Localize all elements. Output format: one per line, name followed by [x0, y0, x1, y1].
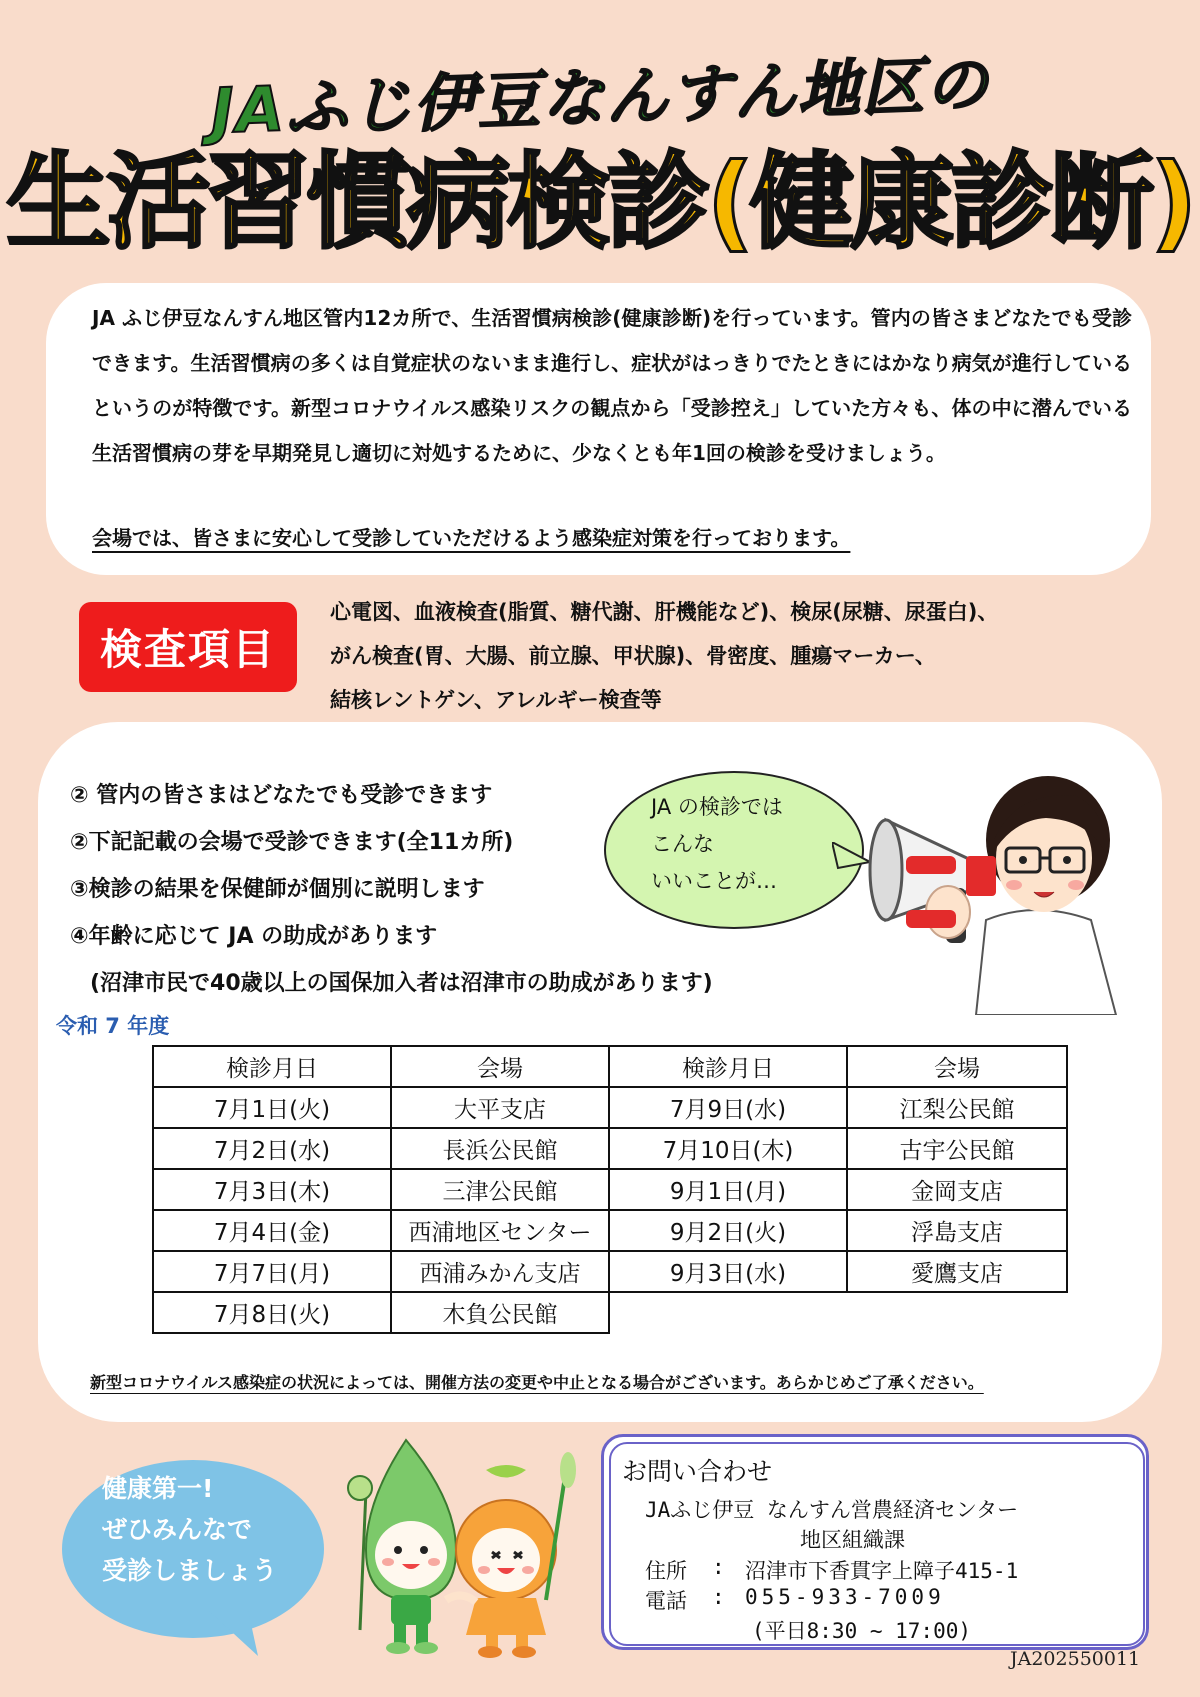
contact-phone: 055-933-7009	[745, 1585, 945, 1609]
venue-cell: 江梨公民館	[847, 1087, 1067, 1128]
contact-dept: 地区組織課	[800, 1528, 905, 1552]
date-cell: 7月8日(火)	[153, 1292, 391, 1333]
date-cell: 9月3日(水)	[609, 1251, 847, 1292]
benefit-point: ② 管内の皆さまはどなたでも受診できます	[70, 783, 493, 808]
venue-cell: 金岡支店	[847, 1169, 1067, 1210]
empty-cell	[847, 1292, 1067, 1333]
benefit-point-subnote: (沼津市民で40歳以上の国保加入者は沼津市の助成があります)	[90, 971, 713, 996]
table-row	[153, 1251, 1067, 1292]
date-cell: 7月3日(木)	[153, 1169, 391, 1210]
venue-cell: 愛鷹支店	[847, 1251, 1067, 1292]
speech-bubble-text	[651, 789, 783, 900]
venue-cell: 西浦地区センター	[391, 1210, 609, 1251]
date-cell: 7月7日(月)	[153, 1251, 391, 1292]
empty-cell	[609, 1292, 847, 1333]
covid-notice: 新型コロナウイルス感染症の状況によっては、開催方法の変更や中止となる場合がございます。あらかじめご了承ください。	[90, 1373, 984, 1392]
benefit-point: ③検診の結果を保健師が個別に説明します	[70, 877, 485, 902]
contact-title: お問い合わせ	[622, 1457, 773, 1486]
venue-cell: 浮島支店	[847, 1210, 1067, 1251]
venue-cell: 西浦みかん支店	[391, 1251, 609, 1292]
mascot-characters-icon	[346, 1430, 596, 1660]
table-header-row	[153, 1046, 1067, 1087]
date-cell: 7月4日(金)	[153, 1210, 391, 1251]
column-header: 検診月日	[153, 1046, 391, 1087]
table-row	[153, 1169, 1067, 1210]
date-cell: 9月2日(火)	[609, 1210, 847, 1251]
table-row	[153, 1128, 1067, 1169]
page-subtitle: JAふじ伊豆なんすん地区の	[209, 47, 991, 148]
venue-cell: 大平支店	[391, 1087, 609, 1128]
intro-note: 会場では、皆さまに安心して受診していただけるよう感染症対策を行っております。	[92, 526, 851, 550]
column-header: 会場	[391, 1046, 609, 1087]
table-row	[153, 1292, 1067, 1333]
schedule-table	[152, 1045, 1068, 1334]
date-cell: 9月1日(月)	[609, 1169, 847, 1210]
separator: :	[712, 1585, 725, 1609]
encouragement-text	[102, 1468, 277, 1591]
column-header: 会場	[847, 1046, 1067, 1087]
benefit-point: ②下記記載の会場で受診できます(全11カ所)	[70, 830, 514, 855]
address-label: 住所	[645, 1559, 687, 1583]
bubble-line: いいことが…	[651, 869, 777, 893]
table-row	[153, 1087, 1067, 1128]
table-row	[153, 1210, 1067, 1251]
cloud-line: 受診しましょう	[102, 1556, 278, 1585]
cloud-tail	[208, 1610, 268, 1660]
date-cell: 7月1日(火)	[153, 1087, 391, 1128]
intro-paragraph: JA ふじ伊豆なんすん地区管内12カ所で、生活習慣病検診(健康診断)を行っています。管内の皆さまどなたでも受診できます。生活習慣病の多くは自覚症状のないまま進行し、症状がはっきりでたときにはかなり病気が進行しているというのが特徴です。新型コロナウイルス感染リスクの観点から「受診控え」していた方々も、体の中に潜んでいる生活習慣病の芽を早期発見し適切に対処するために、少なくとも年1回の検診を受けましょう。	[92, 306, 1132, 465]
contact-org: JAふじ伊豆 なんすん営農経済センター	[645, 1498, 1019, 1522]
fiscal-year-label: 令和 7 年度	[56, 1014, 170, 1038]
document-code: JA202550011	[1010, 1648, 1141, 1670]
contact-hours: (平日8:30 ~ 17:00)	[752, 1619, 972, 1643]
date-cell: 7月9日(水)	[609, 1087, 847, 1128]
nurse-megaphone-icon	[866, 760, 1126, 1015]
separator: :	[712, 1555, 725, 1579]
venue-cell: 古宇公民館	[847, 1128, 1067, 1169]
exam-items-badge: 検査項目	[79, 602, 297, 692]
venue-cell: 木負公民館	[391, 1292, 609, 1333]
exam-line: がん検査(胃、大腸、前立腺、甲状腺)、骨密度、腫瘍マーカー、	[330, 644, 936, 668]
venue-cell: 三津公民館	[391, 1169, 609, 1210]
bubble-line: JA の検診では	[651, 795, 783, 819]
date-cell: 7月10日(木)	[609, 1128, 847, 1169]
contact-address: 沼津市下香貫字上障子415-1	[745, 1559, 1019, 1583]
exam-line: 結核レントゲン、アレルギー検査等	[330, 688, 662, 712]
venue-cell: 長浜公民館	[391, 1128, 609, 1169]
cloud-line: 健康第一!	[102, 1474, 214, 1503]
date-cell: 7月2日(水)	[153, 1128, 391, 1169]
page-title: 生活習慣病検診(健康診断)	[6, 141, 1194, 263]
column-header: 検診月日	[609, 1046, 847, 1087]
bubble-line: こんな	[651, 832, 714, 856]
benefit-point: ④年齢に応じて JA の助成があります	[70, 924, 438, 949]
exam-items-list	[330, 590, 1150, 722]
cloud-line: ぜひみんなで	[102, 1515, 253, 1544]
exam-line: 心電図、血液検査(脂質、糖代謝、肝機能など)、検尿(尿糖、尿蛋白)、	[330, 600, 999, 624]
phone-label: 電話	[645, 1589, 687, 1613]
